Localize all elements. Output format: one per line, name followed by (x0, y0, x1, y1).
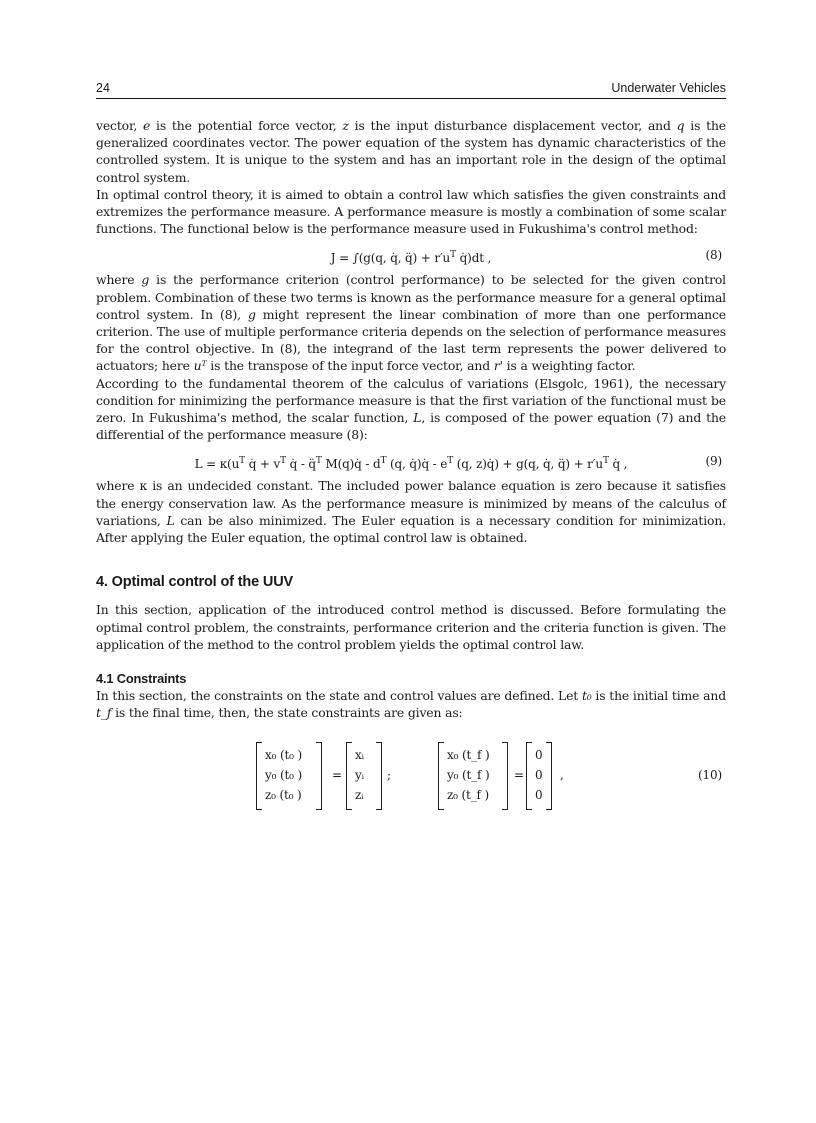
matrix-cell: y₀ (t₀ ) (265, 767, 303, 782)
page-number: 24 (96, 81, 110, 95)
paragraph-power-equation: vector, e is the potential force vector, z is the input disturbance displacement vector, and q is the generalized coordinates vector. The power equation of the system has dynamic characteristics of the controlled system. It is unique to the system and has an important role in the design of the optimal control system. (96, 118, 726, 185)
subsection-heading-4-1: 4.1 Constraints (96, 671, 187, 687)
matrix-cell: y₀ (t_f ) (447, 767, 490, 782)
page-header (96, 80, 726, 99)
paragraph-constraints: In this section, the constraints on the state and control values are defined. Let t₀ is the initial time and t_f is the final time, then, the state constraints are given as: (96, 688, 726, 721)
equation-8 (96, 237, 726, 271)
equation-10 (96, 734, 726, 820)
equation-8-label: (8) (705, 248, 722, 263)
matrix-initial-state (256, 742, 322, 810)
paragraph-optimal-control-theory: In optimal control theory, it is aimed to obtain a control law which satisfies the given constraints and extremizes the performance measure. A performance measure is mostly a combination of some scalar functions. The functional below is the performance measure used in Fukushima's control method: (96, 186, 726, 237)
matrix-cell: zᵢ (355, 787, 364, 802)
equals-sign: = (332, 767, 342, 782)
matrix-cell: xᵢ (355, 747, 364, 762)
equation-9-label: (9) (705, 454, 722, 469)
page-body (96, 117, 726, 820)
matrix-cell: z₀ (t₀ ) (265, 787, 302, 802)
running-title: Underwater Vehicles (611, 81, 726, 95)
matrix-cell: 0 (535, 787, 543, 802)
matrix-cell: 0 (535, 767, 543, 782)
matrix-final-state (438, 742, 508, 810)
comma: , (560, 767, 564, 782)
paragraph-euler-equation: where κ is an undecided constant. The included power balance equation is zero because it satisfies the energy conservation law. As the performance measure is minimized by means of the calculus of variations, L can be also minimized. The Euler equation is a necessary condition for minimization. After applying the Euler equation, the optimal control law is obtained. (96, 478, 726, 546)
equation-10-label: (10) (697, 767, 722, 782)
section-heading-4: 4. Optimal control of the UUV (96, 574, 294, 591)
paragraph-calculus-of-variations: According to the fundamental theorem of the calculus of variations (Elsgolc, 1961), the necessary condition for minimizing the performance measure is that the first variation of the functional must be zero. In Fukushima's method, the scalar function, L, is composed of the power equation (7) and the differential of the performance measure (8): (96, 375, 726, 443)
matrix-cell: 0 (535, 747, 543, 762)
matrix-cell: z₀ (t_f ) (447, 787, 490, 802)
equation-9-expression: $L = \kappa(u^T$ q̇ + $v^T$ q̇ - q̈$^T$ M(q)q̇ - $d^T$ (q, q̇)q̇ - $e^T$ (q, z)q̇) + g(q, q̇, q̈) + $r'u^T$ q̇ , (194, 456, 628, 472)
matrix-final-values (526, 742, 552, 810)
matrix-cell: yᵢ (355, 767, 364, 782)
paragraph-performance-criterion: where g is the performance criterion (control performance) to be selected for the given control problem. Combination of these two terms is known as the performance measure for a general optimal control system. In (8), g might represent the linear combination of more than one performance criterion. The use of multiple performance criteria depends on the selection of performance measures for the control objective. In (8), the integrand of the last term represents the power delivered to actuators; here uᵀ is the transpose of the input force vector, and r' is a weighting factor. (96, 272, 726, 374)
matrix-cell: x₀ (t₀ ) (265, 747, 303, 762)
matrix-initial-values (346, 742, 382, 810)
equation-9 (96, 443, 726, 477)
equation-8-expression: J = ∫(g(q, q̇, q̈) + $r'u^T$ q̇)dt , (330, 250, 492, 266)
paragraph-section-4-intro: In this section, application of the introduced control method is discussed. Before formulating the optimal control problem, the constraints, performance criterion and the criteria function is given. The application of the method to the control problem yields the optimal control law. (96, 602, 726, 652)
matrix-cell: x₀ (t_f ) (447, 747, 490, 762)
equals-sign: = (514, 767, 524, 782)
separator: ; (387, 767, 391, 782)
